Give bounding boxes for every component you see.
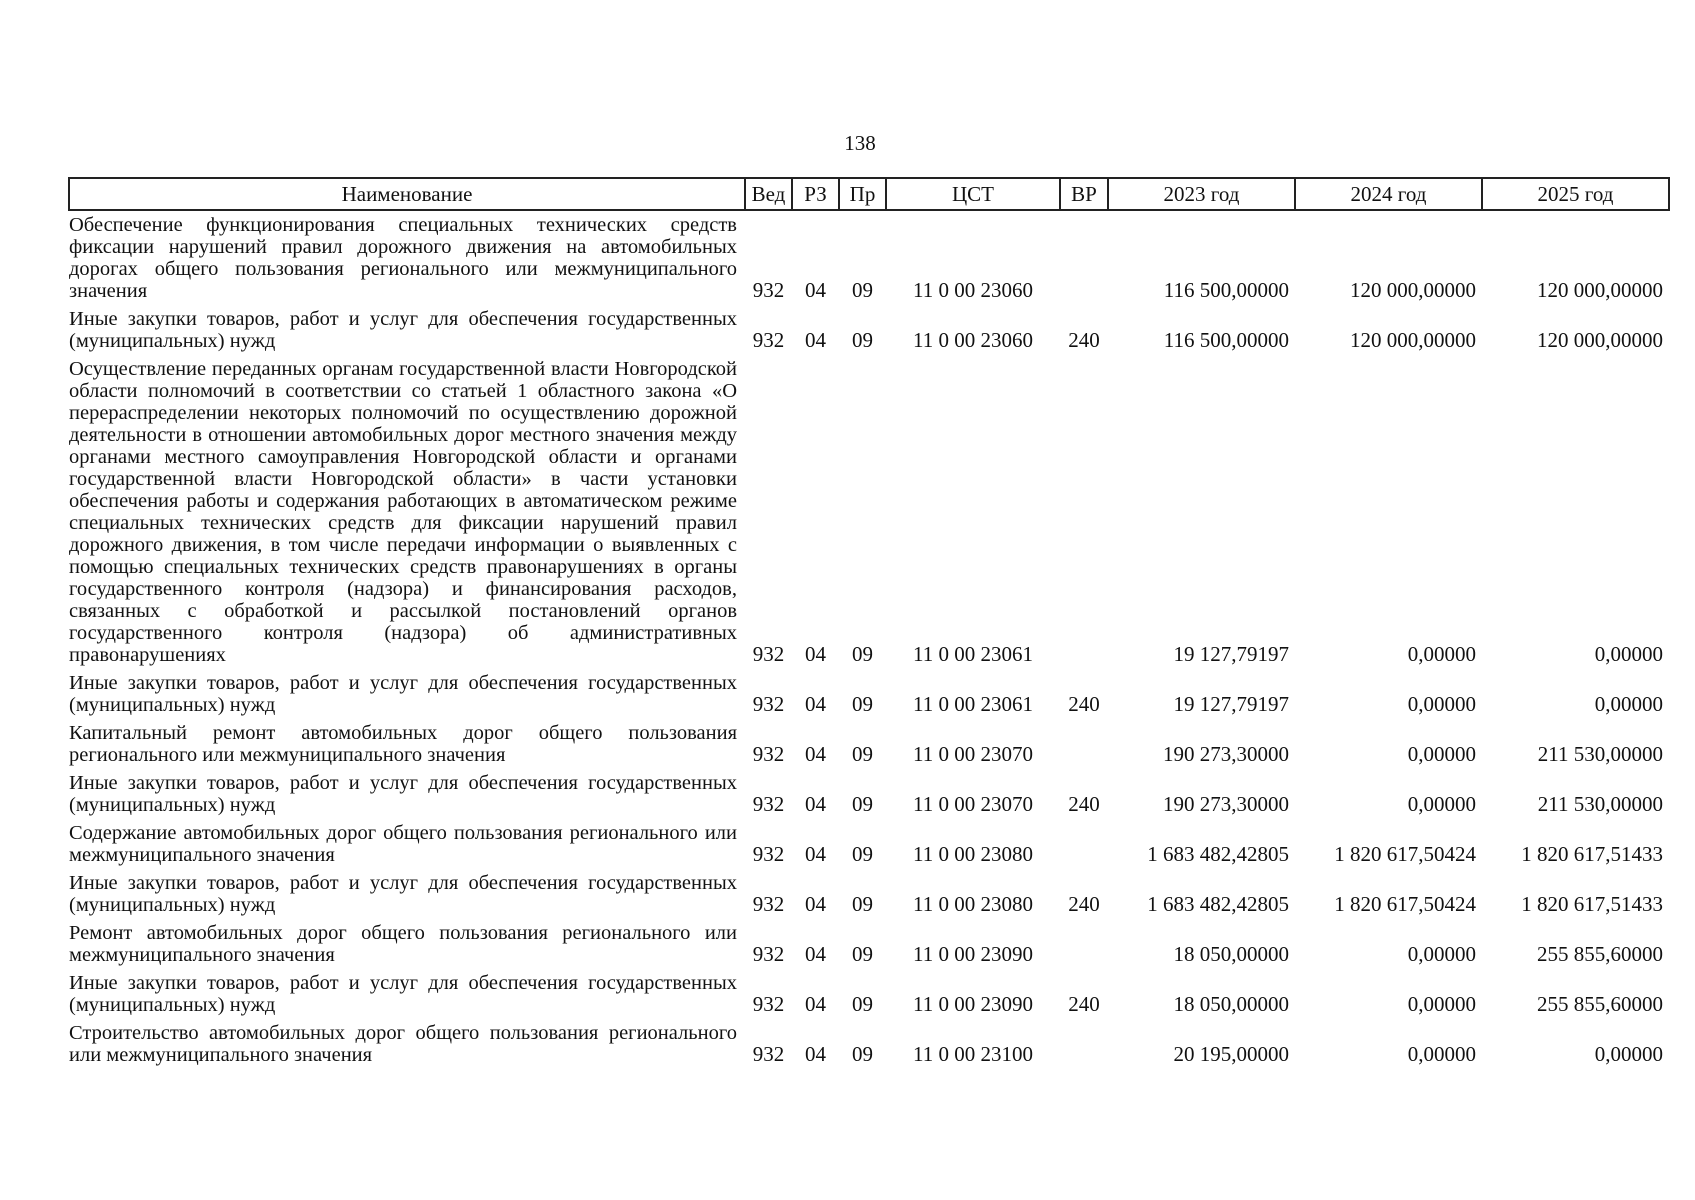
- row-ved: 932: [752, 892, 785, 916]
- row-rz: 04: [805, 842, 826, 866]
- table-row: [69, 210, 1669, 305]
- row-2025: 211 530,00000: [1537, 742, 1663, 766]
- row-rz: 04: [805, 992, 826, 1016]
- row-2023: 18 050,00000: [1173, 942, 1289, 966]
- row-name: Иные закупки товаров, работ и услуг для обеспечения государственных (муниципальных) нужд: [69, 672, 737, 716]
- row-rz: 04: [805, 942, 826, 966]
- row-vr: [1060, 1019, 1108, 1069]
- row-vr: [1060, 719, 1108, 769]
- row-vr: 240: [1068, 792, 1100, 816]
- row-vr: 240: [1068, 892, 1100, 916]
- row-rz: 04: [805, 692, 826, 716]
- row-name: Капитальный ремонт автомобильных дорог общего пользования регионального или межмуниципального значения: [69, 722, 737, 766]
- row-pr: 09: [852, 642, 873, 666]
- row-name: Иные закупки товаров, работ и услуг для обеспечения государственных (муниципальных) нужд: [69, 972, 737, 1016]
- row-2025: 255 855,60000: [1537, 992, 1663, 1016]
- row-2025: 120 000,00000: [1537, 328, 1663, 352]
- row-pr: 09: [852, 942, 873, 966]
- row-2023: 1 683 482,42805: [1147, 842, 1289, 866]
- row-2025: 0,00000: [1594, 642, 1663, 666]
- table-row: [69, 719, 1669, 769]
- row-2024: 0,00000: [1407, 942, 1476, 966]
- row-name: Иные закупки товаров, работ и услуг для обеспечения государственных (муниципальных) нужд: [69, 872, 737, 916]
- row-rz: 04: [805, 278, 826, 302]
- header-2023: 2023 год: [1108, 178, 1295, 210]
- row-name: Иные закупки товаров, работ и услуг для обеспечения государственных (муниципальных) нужд: [69, 308, 737, 352]
- row-cst: 11 0 00 23061: [913, 642, 1033, 666]
- row-vr: 240: [1068, 328, 1100, 352]
- row-2023: 116 500,00000: [1163, 328, 1289, 352]
- row-2025: 0,00000: [1594, 1042, 1663, 1066]
- table-body: [69, 210, 1669, 1069]
- budget-table-container: [68, 177, 1668, 1069]
- row-vr: 240: [1068, 692, 1100, 716]
- table-row: [69, 869, 1669, 919]
- budget-table: [68, 177, 1670, 1069]
- row-2025: 1 820 617,51433: [1521, 892, 1663, 916]
- row-rz: 04: [805, 892, 826, 916]
- row-name: Строительство автомобильных дорог общего пользования регионального или межмуниципального значения: [69, 1022, 737, 1066]
- row-pr: 09: [852, 992, 873, 1016]
- row-pr: 09: [852, 1042, 873, 1066]
- row-cst: 11 0 00 23090: [913, 992, 1033, 1016]
- row-2024: 1 820 617,50424: [1334, 842, 1476, 866]
- row-2024: 0,00000: [1407, 742, 1476, 766]
- row-2023: 18 050,00000: [1173, 992, 1289, 1016]
- row-vr: [1060, 819, 1108, 869]
- row-ved: 932: [752, 792, 785, 816]
- row-pr: 09: [852, 328, 873, 352]
- table-row: [69, 355, 1669, 669]
- header-ved: Вед: [745, 178, 792, 210]
- row-2023: 116 500,00000: [1163, 278, 1289, 302]
- row-ved: 932: [752, 842, 785, 866]
- table-row: [69, 769, 1669, 819]
- row-2024: 0,00000: [1407, 992, 1476, 1016]
- row-rz: 04: [805, 328, 826, 352]
- row-name: Осуществление переданных органам государственной власти Новгородской области полномочий в соответствии со статьей 1 областного закона «О перераспределении некоторых полномочий по осуществлению дорожной деятельности в отношении автомобильных дорог местного значения между органами местного самоуправления Новгородской области и органами государственной власти Новгородской области» в части установки обеспечения работы и содержания работающих в автоматическом режиме специальных технических средств для фиксации нарушений правил дорожного движения, в том числе передачи информации о выявленных с помощью специальных технических средств правонарушениях в органы государственного контроля (надзора) и финансирования расходов, связанных с обработкой и рассылкой постановлений органов государственного контроля (надзора) об административных правонарушениях: [69, 358, 737, 666]
- row-cst: 11 0 00 23070: [913, 742, 1033, 766]
- row-name: Иные закупки товаров, работ и услуг для обеспечения государственных (муниципальных) нужд: [69, 772, 737, 816]
- row-name: Ремонт автомобильных дорог общего пользования регионального или межмуниципального значения: [69, 922, 737, 966]
- row-ved: 932: [752, 278, 785, 302]
- row-2023: 19 127,79197: [1173, 692, 1289, 716]
- row-vr: [1060, 919, 1108, 969]
- row-2023: 190 273,30000: [1163, 742, 1289, 766]
- row-pr: 09: [852, 842, 873, 866]
- row-ved: 932: [752, 642, 785, 666]
- row-2025: 211 530,00000: [1537, 792, 1663, 816]
- header-row: [69, 178, 1669, 210]
- row-cst: 11 0 00 23090: [913, 942, 1033, 966]
- row-cst: 11 0 00 23080: [913, 892, 1033, 916]
- row-2023: 19 127,79197: [1173, 642, 1289, 666]
- table-row: [69, 1019, 1669, 1069]
- row-2023: 190 273,30000: [1163, 792, 1289, 816]
- row-ved: 932: [752, 328, 785, 352]
- row-cst: 11 0 00 23080: [913, 842, 1033, 866]
- row-2025: 120 000,00000: [1537, 278, 1663, 302]
- row-2024: 0,00000: [1407, 792, 1476, 816]
- row-2024: 0,00000: [1407, 642, 1476, 666]
- row-ved: 932: [752, 992, 785, 1016]
- row-cst: 11 0 00 23061: [913, 692, 1033, 716]
- row-name: Содержание автомобильных дорог общего пользования регионального или межмуниципального значения: [69, 822, 737, 866]
- row-rz: 04: [805, 642, 826, 666]
- header-pr: Пр: [839, 178, 886, 210]
- row-pr: 09: [852, 692, 873, 716]
- row-pr: 09: [852, 742, 873, 766]
- row-vr: 240: [1068, 992, 1100, 1016]
- table-row: [69, 969, 1669, 1019]
- row-2025: 0,00000: [1594, 692, 1663, 716]
- header-cst: ЦСТ: [886, 178, 1060, 210]
- row-rz: 04: [805, 1042, 826, 1066]
- row-2024: 120 000,00000: [1350, 278, 1476, 302]
- row-ved: 932: [752, 1042, 785, 1066]
- row-vr: [1060, 355, 1108, 669]
- table-row: [69, 669, 1669, 719]
- row-2024: 0,00000: [1407, 1042, 1476, 1066]
- row-vr: [1060, 210, 1108, 305]
- header-vr: ВР: [1060, 178, 1108, 210]
- table-row: [69, 919, 1669, 969]
- row-ved: 932: [752, 692, 785, 716]
- row-2023: 20 195,00000: [1173, 1042, 1289, 1066]
- row-rz: 04: [805, 742, 826, 766]
- row-2025: 1 820 617,51433: [1521, 842, 1663, 866]
- row-2023: 1 683 482,42805: [1147, 892, 1289, 916]
- header-2025: 2025 год: [1482, 178, 1669, 210]
- row-2024: 1 820 617,50424: [1334, 892, 1476, 916]
- table-header: [69, 178, 1669, 210]
- row-2024: 120 000,00000: [1350, 328, 1476, 352]
- row-ved: 932: [752, 742, 785, 766]
- row-pr: 09: [852, 792, 873, 816]
- row-pr: 09: [852, 892, 873, 916]
- row-cst: 11 0 00 23100: [913, 1042, 1033, 1066]
- row-ved: 932: [752, 942, 785, 966]
- row-2024: 0,00000: [1407, 692, 1476, 716]
- row-cst: 11 0 00 23070: [913, 792, 1033, 816]
- header-rz: РЗ: [792, 178, 839, 210]
- row-name: Обеспечение функционирования специальных технических средств фиксации нарушений правил дорожного движения на автомобильных дорогах общего пользования регионального или межмуниципального значения: [69, 214, 737, 302]
- row-2025: 255 855,60000: [1537, 942, 1663, 966]
- page-number: 138: [844, 131, 876, 155]
- table-row: [69, 819, 1669, 869]
- row-rz: 04: [805, 792, 826, 816]
- table-row: [69, 305, 1669, 355]
- header-2024: 2024 год: [1295, 178, 1482, 210]
- row-cst: 11 0 00 23060: [913, 278, 1033, 302]
- row-cst: 11 0 00 23060: [913, 328, 1033, 352]
- row-pr: 09: [852, 278, 873, 302]
- header-name: Наименование: [69, 178, 745, 210]
